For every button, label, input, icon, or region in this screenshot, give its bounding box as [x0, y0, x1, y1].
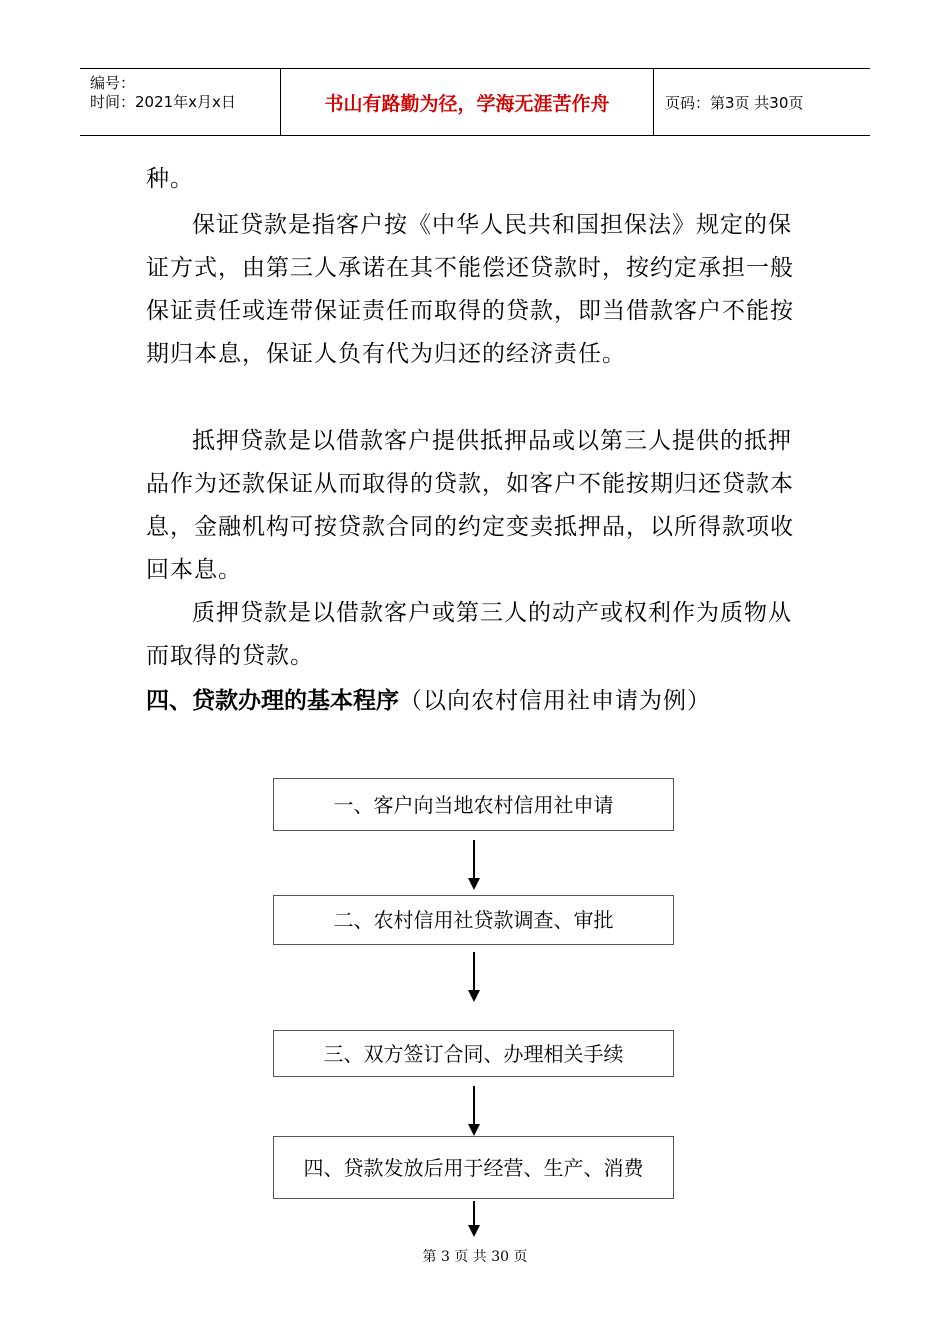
section-heading-note: （以向农村信用社申请为例）	[399, 688, 711, 714]
flow-step-1: 一、客户向当地农村信用社申请	[273, 778, 674, 831]
flow-arrow-1	[466, 840, 482, 890]
flow-arrow-3	[466, 1086, 482, 1136]
flow-arrow-2	[466, 952, 482, 1002]
flow-arrow-4	[466, 1201, 482, 1237]
date-label: 时间：2021年x月x日	[90, 93, 236, 111]
header-page-info: 页码：第3页 共30页	[665, 93, 804, 112]
header-meta	[80, 69, 281, 135]
section-heading	[146, 680, 711, 723]
number-label: 编号：	[90, 74, 136, 92]
section-heading-title: 四、贷款办理的基本程序	[146, 688, 399, 714]
page-footer: 第 3 页 共 30 页	[422, 1249, 528, 1265]
flow-step-4: 四、贷款发放后用于经营、生产、消费	[273, 1136, 674, 1199]
flow-step-2: 二、农村信用社贷款调查、审批	[273, 895, 674, 945]
header-motto: 书山有路勤为径，学海无涯苦作舟	[281, 69, 654, 135]
paragraph-fragment: 种。	[146, 166, 194, 192]
page-header	[80, 68, 870, 136]
flow-step-3: 三、双方签订合同、办理相关手续	[273, 1030, 674, 1077]
paragraph-mortgage-loan: 抵押贷款是以借款客户提供抵押品或以第三人提供的抵押品作为还款保证从而取得的贷款，如客户不能按期归还贷款本息，金融机构可按贷款合同的约定变卖抵押品，以所得款项收回本息。	[146, 428, 794, 583]
paragraph-guarantee-loan: 保证贷款是指客户按《中华人民共和国担保法》规定的保证方式，由第三人承诺在其不能偿还贷款时，按约定承担一般保证责任或连带保证责任而取得的贷款，即当借款客户不能按期归本息，保证人负有代为归还的经济责任。	[146, 212, 794, 367]
paragraph-pledge-loan: 质押贷款是以借款客户或第三人的动产或权利作为质物从而取得的贷款。	[146, 600, 792, 669]
